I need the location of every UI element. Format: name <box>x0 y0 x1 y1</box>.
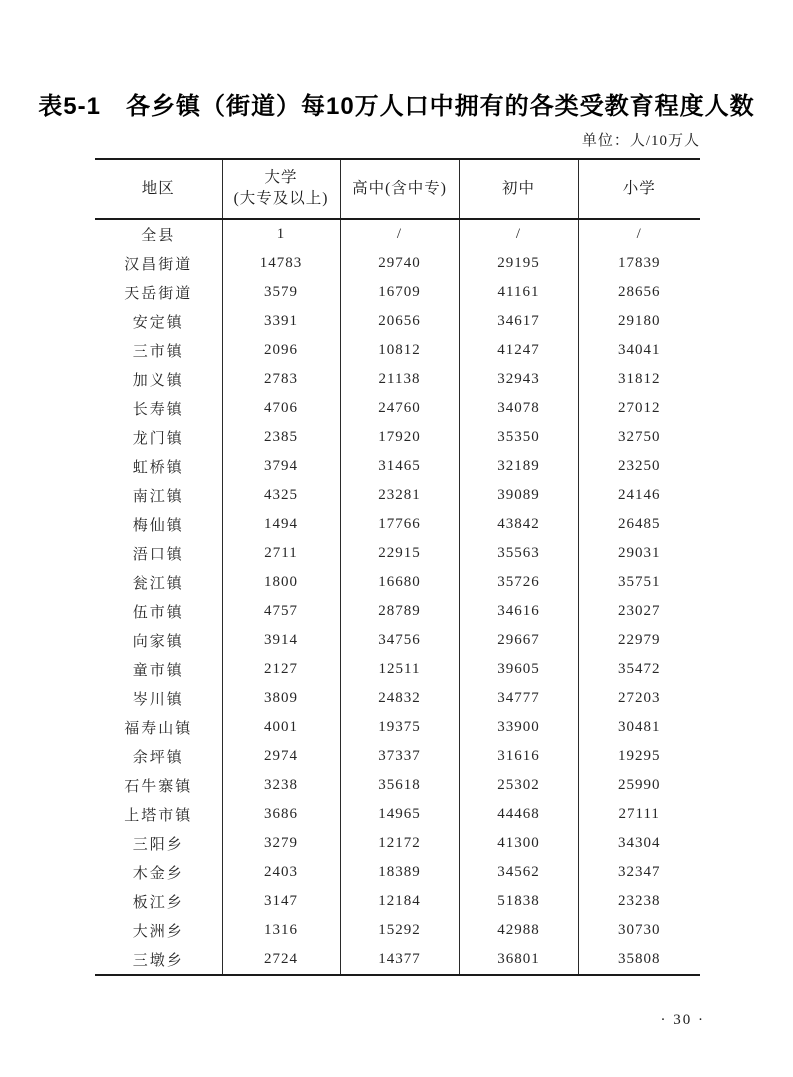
value-cell: 1800 <box>222 568 340 597</box>
value-cell: 14377 <box>340 945 459 975</box>
page-number: · 30 · <box>660 1012 705 1028</box>
region-cell: 梅仙镇 <box>132 518 184 534</box>
region-cell: 南江镇 <box>132 489 184 505</box>
value-cell: / <box>340 219 459 249</box>
table-body <box>95 219 700 975</box>
table-row <box>95 452 700 481</box>
table-row <box>95 510 700 539</box>
region-cell: 三市镇 <box>132 344 184 360</box>
value-cell: 34756 <box>340 626 459 655</box>
value-cell: 4001 <box>222 713 340 742</box>
value-cell: 31465 <box>340 452 459 481</box>
value-cell: 3147 <box>222 887 340 916</box>
table-row <box>95 539 700 568</box>
value-cell: 3279 <box>222 829 340 858</box>
value-cell: 34616 <box>459 597 578 626</box>
value-cell: 2096 <box>222 336 340 365</box>
value-cell: 23238 <box>578 887 700 916</box>
value-cell: 25302 <box>459 771 578 800</box>
region-cell: 余坪镇 <box>132 750 184 766</box>
value-cell: 3809 <box>222 684 340 713</box>
table-row <box>95 945 700 975</box>
value-cell: 44468 <box>459 800 578 829</box>
value-cell: 36801 <box>459 945 578 975</box>
region-cell: 三墩乡 <box>132 953 184 969</box>
value-cell: 16680 <box>340 568 459 597</box>
table-row <box>95 219 700 249</box>
value-cell: 27203 <box>578 684 700 713</box>
value-cell: 37337 <box>340 742 459 771</box>
region-cell: 瓮江镇 <box>132 576 184 592</box>
value-cell: 33900 <box>459 713 578 742</box>
column-header-label: 大学 <box>264 169 298 187</box>
table-row <box>95 597 700 626</box>
value-cell: 20656 <box>340 307 459 336</box>
table-row <box>95 916 700 945</box>
value-cell: 2385 <box>222 423 340 452</box>
unit-label: 单位：人/10万人 <box>581 133 700 149</box>
table-row <box>95 365 700 394</box>
value-cell: 42988 <box>459 916 578 945</box>
value-cell: 1316 <box>222 916 340 945</box>
value-cell: 23281 <box>340 481 459 510</box>
value-cell: 14783 <box>222 249 340 278</box>
region-cell: 上塔市镇 <box>124 808 193 824</box>
table-row <box>95 336 700 365</box>
table-row <box>95 829 700 858</box>
column-header-label: 初中 <box>501 179 535 197</box>
value-cell: 24832 <box>340 684 459 713</box>
value-cell: 41161 <box>459 278 578 307</box>
value-cell: 12511 <box>340 655 459 684</box>
value-cell: 12172 <box>340 829 459 858</box>
column-header-primary-school <box>578 159 700 219</box>
column-header-high-school <box>340 159 459 219</box>
table-row <box>95 307 700 336</box>
table-row <box>95 684 700 713</box>
value-cell: 1494 <box>222 510 340 539</box>
table-row <box>95 568 700 597</box>
region-cell: 三阳乡 <box>132 837 184 853</box>
value-cell: 27012 <box>578 394 700 423</box>
value-cell: 2783 <box>222 365 340 394</box>
value-cell: 32189 <box>459 452 578 481</box>
value-cell: 51838 <box>459 887 578 916</box>
table-row <box>95 887 700 916</box>
value-cell: 34562 <box>459 858 578 887</box>
value-cell: 29667 <box>459 626 578 655</box>
column-header-sublabel: (大专及以上) <box>233 190 329 207</box>
table-row <box>95 713 700 742</box>
column-header-region <box>95 159 222 219</box>
region-cell: 岑川镇 <box>132 692 184 708</box>
value-cell: 32347 <box>578 858 700 887</box>
table-row <box>95 278 700 307</box>
value-cell: 17839 <box>578 249 700 278</box>
region-cell: 龙门镇 <box>132 431 184 447</box>
value-cell: 34617 <box>459 307 578 336</box>
value-cell: 35808 <box>578 945 700 975</box>
region-cell: 石牛寨镇 <box>124 779 193 795</box>
value-cell: 35618 <box>340 771 459 800</box>
value-cell: 17766 <box>340 510 459 539</box>
value-cell: 31616 <box>459 742 578 771</box>
value-cell: 28656 <box>578 278 700 307</box>
region-cell: 福寿山镇 <box>124 721 193 737</box>
column-header-label: 高中(含中专) <box>352 179 447 197</box>
value-cell: 24146 <box>578 481 700 510</box>
value-cell: 3914 <box>222 626 340 655</box>
value-cell: 3391 <box>222 307 340 336</box>
value-cell: 22979 <box>578 626 700 655</box>
value-cell: 18389 <box>340 858 459 887</box>
region-cell: 浯口镇 <box>132 547 184 563</box>
value-cell: 17920 <box>340 423 459 452</box>
value-cell: 35350 <box>459 423 578 452</box>
table-row <box>95 771 700 800</box>
value-cell: 29195 <box>459 249 578 278</box>
region-cell: 天岳街道 <box>124 286 193 302</box>
value-cell: 34041 <box>578 336 700 365</box>
region-cell: 童市镇 <box>132 663 184 679</box>
value-cell: 23027 <box>578 597 700 626</box>
value-cell: 10812 <box>340 336 459 365</box>
value-cell: 23250 <box>578 452 700 481</box>
value-cell: 3238 <box>222 771 340 800</box>
column-header-university <box>222 159 340 219</box>
table-row <box>95 423 700 452</box>
value-cell: 30481 <box>578 713 700 742</box>
value-cell: 26485 <box>578 510 700 539</box>
region-cell: 安定镇 <box>132 315 184 331</box>
value-cell: 4325 <box>222 481 340 510</box>
column-header-middle-school <box>459 159 578 219</box>
value-cell: 24760 <box>340 394 459 423</box>
value-cell: 35751 <box>578 568 700 597</box>
value-cell: 12184 <box>340 887 459 916</box>
value-cell: 21138 <box>340 365 459 394</box>
value-cell: 4706 <box>222 394 340 423</box>
column-header-label: 小学 <box>622 179 656 197</box>
region-cell: 向家镇 <box>132 634 184 650</box>
column-header-label: 地区 <box>141 179 175 197</box>
value-cell: 3794 <box>222 452 340 481</box>
table-row <box>95 858 700 887</box>
page-title: 表5-1 各乡镇（街道）每10万人口中拥有的各类受教育程度人数 <box>38 93 755 120</box>
value-cell: 27111 <box>578 800 700 829</box>
value-cell: 28789 <box>340 597 459 626</box>
value-cell: 34078 <box>459 394 578 423</box>
table-row <box>95 742 700 771</box>
value-cell: 29031 <box>578 539 700 568</box>
value-cell: 2403 <box>222 858 340 887</box>
region-cell: 长寿镇 <box>132 402 184 418</box>
value-cell: 41300 <box>459 829 578 858</box>
region-cell: 板江乡 <box>132 895 184 911</box>
value-cell: 25990 <box>578 771 700 800</box>
value-cell: 14965 <box>340 800 459 829</box>
table-header <box>95 159 700 219</box>
value-cell: 35726 <box>459 568 578 597</box>
value-cell: 22915 <box>340 539 459 568</box>
value-cell: 19295 <box>578 742 700 771</box>
value-cell: 34777 <box>459 684 578 713</box>
region-cell: 汉昌街道 <box>124 257 193 273</box>
value-cell: 15292 <box>340 916 459 945</box>
table-row <box>95 394 700 423</box>
value-cell: 32750 <box>578 423 700 452</box>
value-cell: 35472 <box>578 655 700 684</box>
value-cell: 39605 <box>459 655 578 684</box>
table-row <box>95 626 700 655</box>
table-row <box>95 249 700 278</box>
value-cell: / <box>459 219 578 249</box>
value-cell: 29180 <box>578 307 700 336</box>
value-cell: 2724 <box>222 945 340 975</box>
value-cell: 34304 <box>578 829 700 858</box>
region-cell: 大洲乡 <box>132 924 184 940</box>
region-cell: 虹桥镇 <box>132 460 184 476</box>
value-cell: 43842 <box>459 510 578 539</box>
value-cell: 1 <box>222 219 340 249</box>
value-cell: 19375 <box>340 713 459 742</box>
value-cell: 41247 <box>459 336 578 365</box>
region-cell: 加义镇 <box>132 373 184 389</box>
region-cell: 全县 <box>141 228 176 244</box>
value-cell: / <box>578 219 700 249</box>
value-cell: 35563 <box>459 539 578 568</box>
region-cell: 木金乡 <box>132 866 184 882</box>
value-cell: 29740 <box>340 249 459 278</box>
table-row <box>95 481 700 510</box>
region-cell: 伍市镇 <box>132 605 184 621</box>
table-row <box>95 800 700 829</box>
value-cell: 2974 <box>222 742 340 771</box>
value-cell: 3686 <box>222 800 340 829</box>
header-row <box>95 159 700 219</box>
value-cell: 16709 <box>340 278 459 307</box>
value-cell: 32943 <box>459 365 578 394</box>
value-cell: 30730 <box>578 916 700 945</box>
value-cell: 2711 <box>222 539 340 568</box>
table-row <box>95 655 700 684</box>
value-cell: 39089 <box>459 481 578 510</box>
value-cell: 3579 <box>222 278 340 307</box>
education-stats-table <box>95 158 700 976</box>
value-cell: 31812 <box>578 365 700 394</box>
value-cell: 4757 <box>222 597 340 626</box>
value-cell: 2127 <box>222 655 340 684</box>
